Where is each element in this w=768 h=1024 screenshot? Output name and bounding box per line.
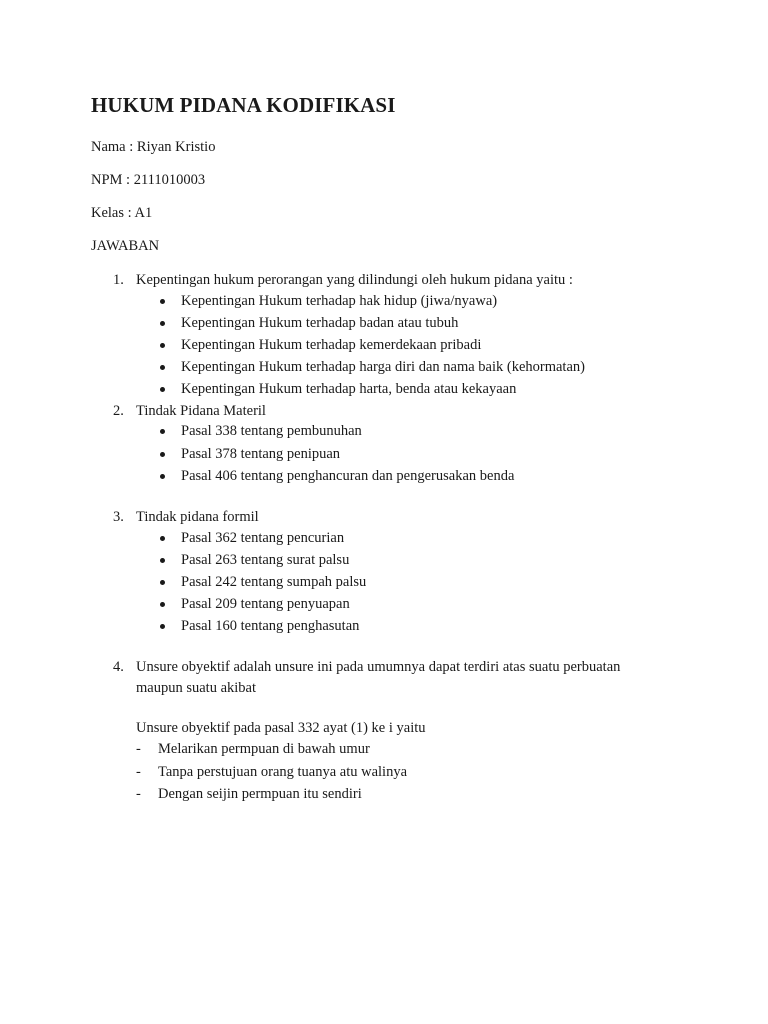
question-text: Unsure obyektif adalah unsure ini pada umumnya dapat terdiri atas suatu perbuatan: [136, 659, 621, 675]
list-item: Pasal 160 tentang penghasutan: [181, 618, 360, 634]
list-item: Pasal 242 tentang sumpah palsu: [181, 574, 367, 590]
student-npm: NPM : 2111010003: [91, 172, 206, 188]
bullet-icon: [160, 429, 165, 434]
subheading: Unsure obyektif pada pasal 332 ayat (1) ke i yaitu: [136, 720, 426, 736]
bullet-icon: [160, 452, 165, 457]
bullet-icon: [160, 580, 165, 585]
student-class: Kelas : A1: [91, 205, 153, 221]
bullet-icon: [160, 387, 165, 392]
list-item: Pasal 338 tentang pembunuhan: [181, 423, 362, 439]
list-item: Kepentingan Hukum terhadap hak hidup (jiwa/nyawa): [181, 293, 498, 309]
dash-item: Tanpa perstujuan orang tuanya atu walinya: [158, 764, 408, 780]
list-item: Pasal 362 tentang pencurian: [181, 530, 345, 546]
list-item: Kepentingan Hukum terhadap badan atau tubuh: [181, 315, 459, 331]
answers-heading: JAWABAN: [91, 238, 160, 254]
list-item: Kepentingan Hukum terhadap kemerdekaan pribadi: [181, 337, 482, 353]
list-item: Pasal 378 tentang penipuan: [181, 446, 341, 462]
bullet-icon: [160, 299, 165, 304]
question-number: 1.: [113, 272, 124, 288]
question-text: Tindak pidana formil: [136, 509, 259, 525]
bullet-icon: [160, 365, 165, 370]
list-item: Kepentingan Hukum terhadap harga diri dan nama baik (kehormatan): [181, 359, 585, 375]
dash-marker: -: [136, 741, 141, 757]
document-title: HUKUM PIDANA KODIFIKASI: [91, 93, 396, 117]
bullet-icon: [160, 343, 165, 348]
question-text: Kepentingan hukum perorangan yang dilindungi oleh hukum pidana yaitu :: [136, 272, 573, 288]
question-number: 2.: [113, 403, 124, 419]
question-text-continued: maupun suatu akibat: [136, 680, 257, 696]
dash-item: Dengan seijin permpuan itu sendiri: [158, 786, 362, 802]
dash-item: Melarikan permpuan di bawah umur: [158, 741, 370, 757]
bullet-icon: [160, 536, 165, 541]
list-item: Pasal 263 tentang surat palsu: [181, 552, 350, 568]
list-item: Pasal 209 tentang penyuapan: [181, 596, 350, 612]
question-text: Tindak Pidana Materil: [136, 403, 266, 419]
student-name: Nama : Riyan Kristio: [91, 139, 216, 155]
bullet-icon: [160, 602, 165, 607]
dash-marker: -: [136, 764, 141, 780]
list-item: Kepentingan Hukum terhadap harta, benda atau kekayaan: [181, 381, 517, 397]
bullet-icon: [160, 558, 165, 563]
bullet-icon: [160, 321, 165, 326]
bullet-icon: [160, 624, 165, 629]
dash-marker: -: [136, 786, 141, 802]
bullet-icon: [160, 474, 165, 479]
question-number: 3.: [113, 509, 124, 525]
list-item: Pasal 406 tentang penghancuran dan pengerusakan benda: [181, 468, 515, 484]
question-number: 4.: [113, 659, 124, 675]
